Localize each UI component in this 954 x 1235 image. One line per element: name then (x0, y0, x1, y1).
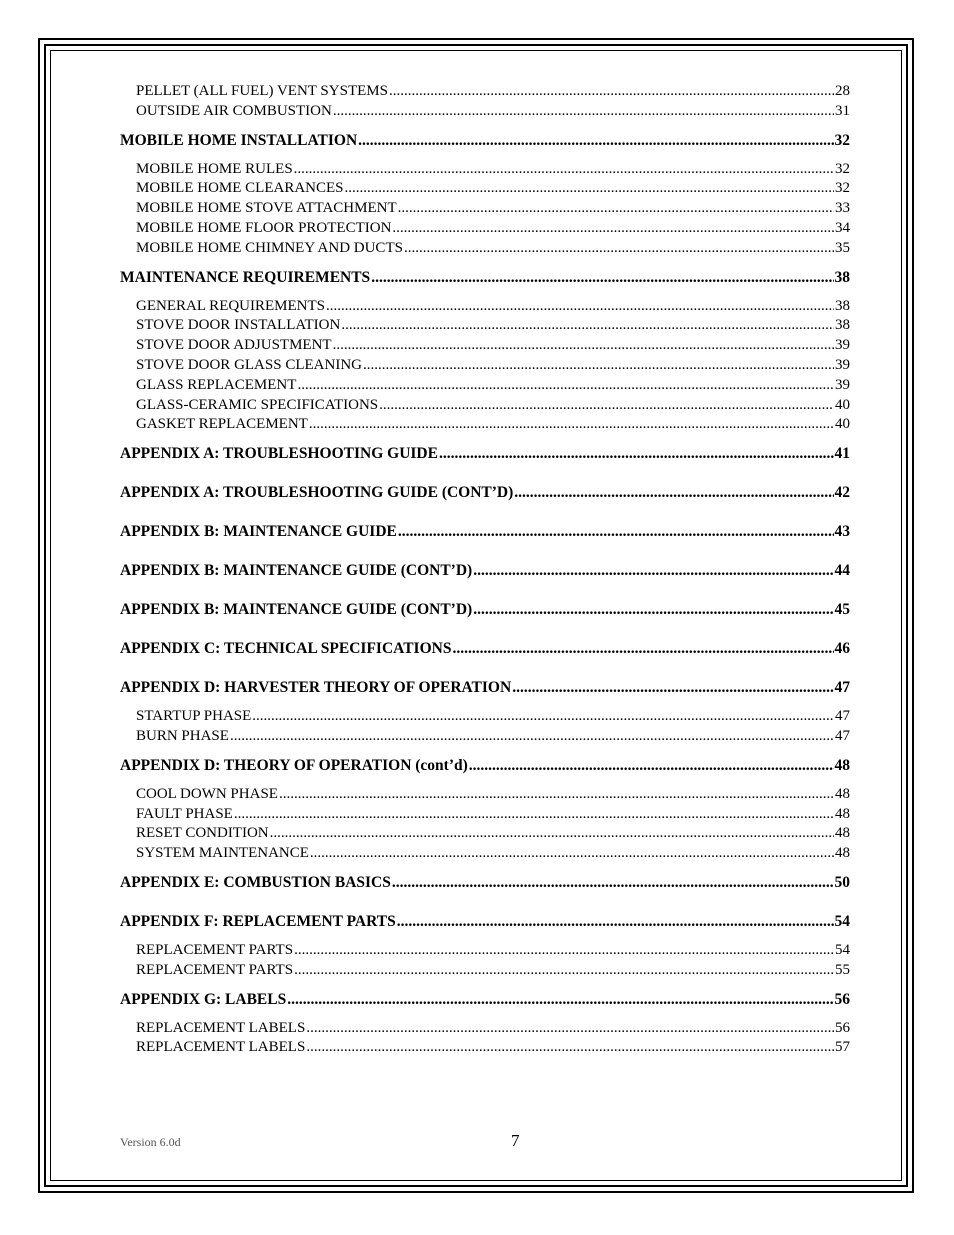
toc-section-entry[interactable]: APPENDIX F: REPLACEMENT PARTS ..... 54 (120, 912, 850, 932)
toc-subentry[interactable]: GLASS REPLACEMENT ..... 39 (120, 376, 850, 396)
toc-section-entry[interactable]: APPENDIX G: LABELS ..... 56 (120, 990, 850, 1010)
toc-subentry[interactable]: MOBILE HOME STOVE ATTACHMENT ..... 33 (120, 199, 850, 219)
toc-subentry[interactable]: STOVE DOOR ADJUSTMENT ..... 39 (120, 336, 850, 356)
toc-subentry[interactable]: STARTUP PHASE ..... 47 (120, 707, 850, 727)
toc-section-entry[interactable]: APPENDIX D: HARVESTER THEORY OF OPERATION ..... 47 (120, 678, 850, 698)
toc-subentry[interactable]: REPLACEMENT PARTS ..... 54 (120, 941, 850, 961)
toc-section-entry[interactable]: MOBILE HOME INSTALLATION ..... 32 (120, 131, 850, 151)
toc-subentry[interactable]: GENERAL REQUIREMENTS ..... 38 (120, 297, 850, 317)
toc-section-entry[interactable]: APPENDIX A: TROUBLESHOOTING GUIDE (CONT’D) ..... 42 (120, 483, 850, 503)
page-number: 7 (511, 1131, 520, 1150)
toc-subentry[interactable]: STOVE DOOR GLASS CLEANING ..... 39 (120, 356, 850, 376)
toc-subentry[interactable]: MOBILE HOME CLEARANCES ..... 32 (120, 179, 850, 199)
toc-section-entry[interactable]: MAINTENANCE REQUIREMENTS ..... 38 (120, 268, 850, 288)
toc-section-entry[interactable]: APPENDIX A: TROUBLESHOOTING GUIDE ..... 41 (120, 444, 850, 464)
toc-subentry[interactable]: PELLET (ALL FUEL) VENT SYSTEMS ..... 28 (120, 82, 850, 102)
toc-subentry[interactable]: FAULT PHASE ..... 48 (120, 805, 850, 825)
toc-subentry[interactable]: RESET CONDITION ..... 48 (120, 824, 850, 844)
toc-subentry[interactable]: MOBILE HOME RULES ..... 32 (120, 160, 850, 180)
toc-subentry[interactable]: GASKET REPLACEMENT ..... 40 (120, 415, 850, 435)
toc-subentry[interactable]: SYSTEM MAINTENANCE ..... 48 (120, 844, 850, 864)
toc-section-entry[interactable]: APPENDIX B: MAINTENANCE GUIDE ..... 43 (120, 522, 850, 542)
toc-subentry[interactable]: REPLACEMENT PARTS ..... 55 (120, 961, 850, 981)
toc-subentry[interactable]: COOL DOWN PHASE ..... 48 (120, 785, 850, 805)
version-label: Version 6.0d (120, 1135, 181, 1149)
toc-subentry[interactable]: MOBILE HOME FLOOR PROTECTION ..... 34 (120, 219, 850, 239)
toc-section-entry[interactable]: APPENDIX C: TECHNICAL SPECIFICATIONS ..... 46 (120, 639, 850, 659)
toc-section-entry[interactable]: APPENDIX B: MAINTENANCE GUIDE (CONT’D) ..... 45 (120, 600, 850, 620)
toc-section-entry[interactable]: APPENDIX E: COMBUSTION BASICS ..... 50 (120, 873, 850, 893)
toc-section-entry[interactable]: APPENDIX B: MAINTENANCE GUIDE (CONT’D) ..... 44 (120, 561, 850, 581)
toc-section-entry[interactable]: APPENDIX D: THEORY OF OPERATION (cont’d) ..... 48 (120, 756, 850, 776)
table-of-contents (120, 82, 850, 1058)
toc-subentry[interactable]: REPLACEMENT LABELS ..... 57 (120, 1038, 850, 1058)
toc-subentry[interactable]: GLASS-CERAMIC SPECIFICATIONS ..... 40 (120, 396, 850, 416)
toc-subentry[interactable]: OUTSIDE AIR COMBUSTION ..... 31 (120, 102, 850, 122)
toc-subentry[interactable]: REPLACEMENT LABELS ..... 56 (120, 1019, 850, 1039)
toc-subentry[interactable]: STOVE DOOR INSTALLATION ..... 38 (120, 316, 850, 336)
toc-subentry[interactable]: MOBILE HOME CHIMNEY AND DUCTS ..... 35 (120, 239, 850, 259)
toc-subentry[interactable]: BURN PHASE ..... 47 (120, 727, 850, 747)
